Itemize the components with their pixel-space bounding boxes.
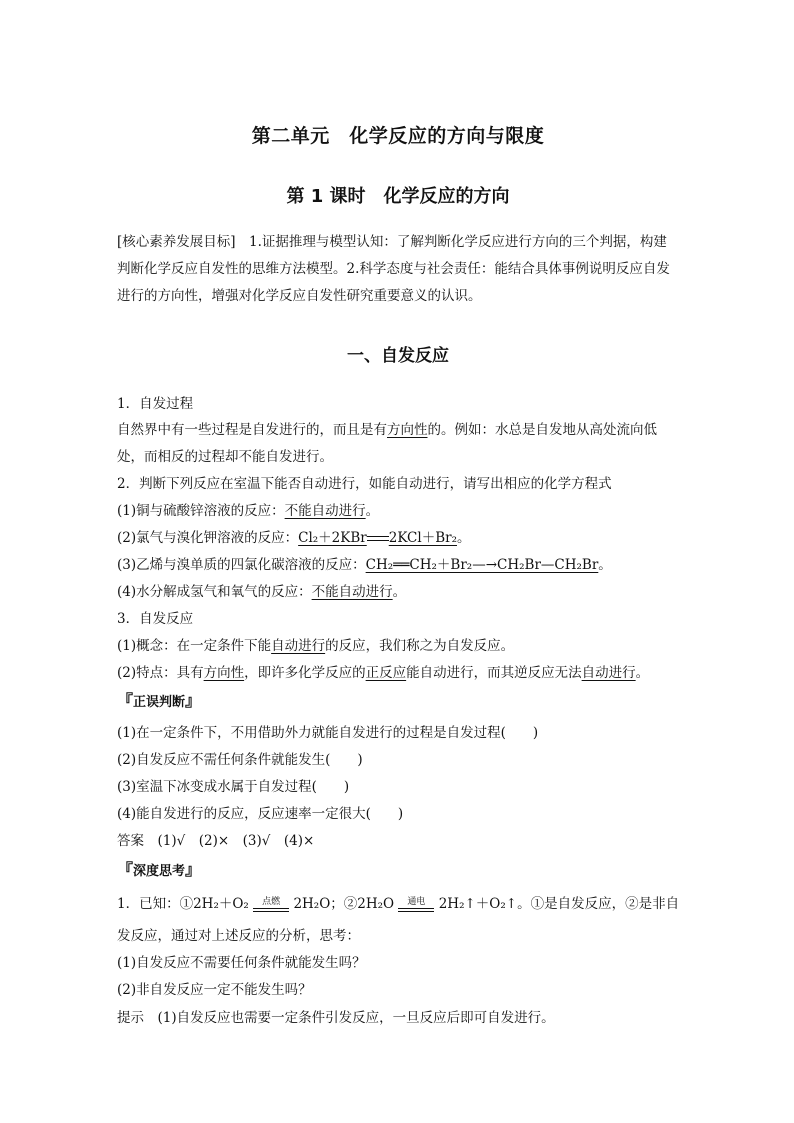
blank-answer: 自动进行 [581, 665, 636, 681]
section-title: 一、自发反应 [347, 346, 449, 366]
think-hint: 提示 (1)自发反应也需要一定条件引发反应，一旦反应后即可自发进行。 [117, 1010, 555, 1026]
judge-statement-4: (4)能自发进行的反应，反应速率一定很大( ) [117, 806, 404, 822]
reaction-arrow-ignite: 点燃 [253, 897, 289, 912]
think-label: 深度思考 [133, 864, 186, 879]
judge-statement-2: (2)自发反应不需任何条件就能发生( ) [117, 752, 363, 768]
question-2: (2)氯气与溴化钾溶液的反应：Cl₂＋2KBr 2KCl＋Br₂。 [117, 530, 471, 546]
judge-label: 正误判断 [133, 695, 186, 710]
feature-line: (2)特点：具有方向性，即许多化学反应的正反应能自动进行，而其逆反应无法自动进行。 [117, 665, 650, 681]
question-3: (3)乙烯与溴单质的四氯化碳溶液的反应：CH₂══CH₂＋Br₂—→CH₂Br—CH₂Br。 [117, 557, 612, 573]
judge-answer: 答案 (1)√ (2)× (3)√ (4)× [117, 833, 315, 849]
think-sub-question-1: (1)自发反应不需要任何条件就能发生吗？ [117, 955, 366, 971]
blank-answer: 不能自动进行 [284, 503, 366, 519]
reaction-arrow-electrolysis: 通电 [398, 897, 434, 912]
item3-title: 3．自发反应 [117, 611, 194, 627]
question-4: (4)水分解成氢气和氧气的反应：不能自动进行。 [117, 584, 407, 600]
item1-text-cont: 处，而相反的过程却不能自发进行。 [117, 449, 333, 465]
core-goals-text: 1.证据推理与模型认知：了解判断化学反应进行方向的三个判据，构建判断化学反应自发性的思维方法模型。2.科学态度与社会责任：能结合具体事例说明反应自发进行的方向性，增强对化学反应自发性研究重要意义的认识。 [117, 234, 670, 304]
lesson-title: 第 1 课时 化学反应的方向 [286, 186, 510, 207]
think-sub-question-2: (2)非自发反应一定不能发生吗？ [117, 982, 312, 998]
concept-line: (1)概念：在一定条件下能自动进行的反应，我们称之为自发反应。 [117, 638, 515, 654]
blank-answer: 不能自动进行 [311, 584, 393, 600]
judge-statement-1: (1)在一定条件下，不用借助外力就能自发进行的过程是自发过程( ) [117, 725, 539, 741]
equation-answer: CH₂══CH₂＋Br₂—→CH₂Br—CH₂Br [365, 557, 599, 573]
item1-text: 自然界中有一些过程是自发进行的，而且是有方向性的。例如：水总是自发地从高处流向低 [117, 422, 657, 438]
think-heading: 『深度思考』 [117, 860, 202, 879]
blank-answer: 方向性 [387, 422, 428, 438]
think-question-line: 1．已知：①2H₂＋O₂ 点燃 2H₂O；②2H₂O 通电 2H₂↑＋O₂↑。①是自发反应，②是非自 [117, 896, 680, 912]
blank-answer: 正反应 [365, 665, 407, 681]
item1-title: 1．自发过程 [117, 396, 194, 412]
question-1: (1)铜与硫酸锌溶液的反应：不能自动进行。 [117, 503, 380, 519]
blank-answer: 自动进行 [271, 638, 326, 654]
equation-answer: Cl₂＋2KBr 2KCl＋Br₂ [298, 530, 457, 546]
equals-sign [367, 536, 389, 541]
unit-title: 第二单元 化学反应的方向与限度 [251, 125, 545, 147]
core-goals-label: [核心素养发展目标] [117, 234, 236, 250]
blank-answer: 方向性 [203, 665, 245, 681]
judge-heading: 『正误判断』 [117, 691, 202, 710]
core-goals-paragraph [117, 229, 679, 310]
think-question-cont: 发反应，通过对上述反应的分析，思考： [117, 928, 360, 944]
item2-title: 2．判断下列反应在室温下能否自动进行，如能自动进行，请写出相应的化学方程式 [117, 476, 612, 492]
judge-statement-3: (3)室温下冰变成水属于自发过程( ) [117, 779, 350, 795]
